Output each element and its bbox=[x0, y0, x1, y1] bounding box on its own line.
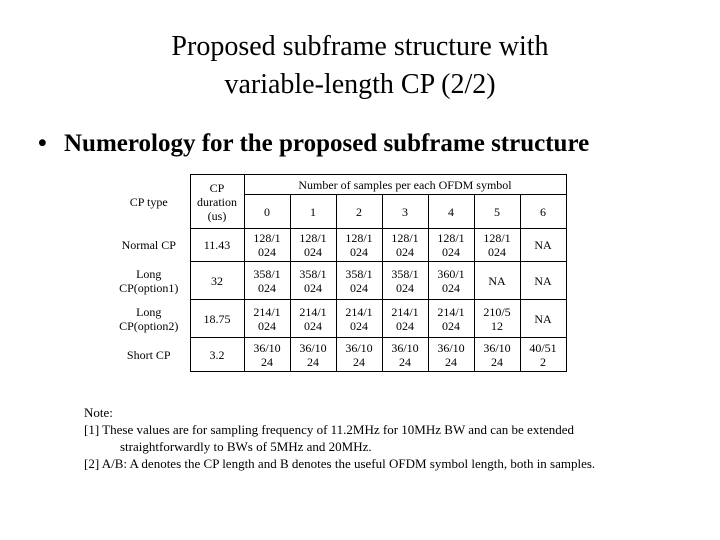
bullet-icon: • bbox=[38, 130, 47, 157]
cp-type-cell bbox=[108, 338, 190, 372]
table-row bbox=[108, 229, 566, 262]
cp-duration-cell: 11.43 bbox=[190, 229, 244, 262]
header-symbol-0: 0 bbox=[244, 195, 290, 229]
sample-cell bbox=[428, 300, 474, 338]
sample-cell bbox=[244, 262, 290, 300]
sample-cell-line: NA bbox=[534, 238, 552, 252]
sample-cell-line: 024 bbox=[396, 245, 414, 259]
sample-cell-line: 214/1 bbox=[391, 304, 419, 319]
sample-cell-line: 024 bbox=[350, 245, 368, 259]
sample-cell-line: 24 bbox=[261, 354, 273, 369]
header-symbol-5: 5 bbox=[474, 195, 520, 229]
sample-cell bbox=[336, 229, 382, 262]
note-2: [2] A/B: A denotes the CP length and B denotes the useful OFDM symbol length, both in samples. bbox=[84, 456, 596, 471]
sample-cell-line: 024 bbox=[442, 280, 460, 295]
numerology-table bbox=[108, 174, 567, 372]
header-symbol-1: 1 bbox=[290, 195, 336, 229]
sample-cell-line: 214/1 bbox=[299, 304, 327, 319]
sample-cell bbox=[382, 229, 428, 262]
cp-type-line: Short CP bbox=[126, 347, 171, 362]
sample-cell-line: 024 bbox=[258, 318, 276, 333]
sample-cell-line: 36/10 bbox=[299, 340, 327, 355]
sample-cell bbox=[428, 262, 474, 300]
cp-type-line: CP(option2) bbox=[119, 318, 179, 333]
sample-cell-line: 214/1 bbox=[253, 304, 281, 319]
cp-type-line: Long bbox=[136, 304, 162, 319]
bullet-point bbox=[38, 130, 589, 158]
cp-type-cell bbox=[108, 300, 190, 338]
sample-cell bbox=[520, 300, 566, 338]
sample-cell-line: 358/1 bbox=[345, 266, 373, 281]
sample-cell bbox=[336, 262, 382, 300]
header-cp-duration-line: CP bbox=[209, 180, 225, 195]
header-samples-group: Number of samples per each OFDM symbol bbox=[244, 175, 566, 195]
sample-cell-line: 214/1 bbox=[437, 304, 465, 319]
table-row bbox=[108, 300, 566, 338]
sample-cell bbox=[428, 338, 474, 372]
sample-cell-line: 024 bbox=[304, 318, 322, 333]
sample-cell-line: 210/5 bbox=[483, 304, 511, 319]
header-symbol-4: 4 bbox=[428, 195, 474, 229]
sample-cell bbox=[382, 262, 428, 300]
sample-cell-line: 36/10 bbox=[345, 340, 373, 355]
sample-cell bbox=[336, 300, 382, 338]
sample-cell bbox=[290, 229, 336, 262]
sample-cell-line: 36/10 bbox=[437, 340, 465, 355]
sample-cell bbox=[520, 338, 566, 372]
sample-cell-line: 214/1 bbox=[345, 304, 373, 319]
sample-cell-line: 36/10 bbox=[253, 340, 281, 355]
note-block bbox=[84, 404, 595, 472]
sample-cell-line: 024 bbox=[396, 318, 414, 333]
sample-cell bbox=[336, 338, 382, 372]
bullet-text: Numerology for the proposed subframe structure bbox=[64, 130, 590, 157]
sample-cell bbox=[474, 300, 520, 338]
header-cp-duration bbox=[190, 175, 244, 229]
sample-cell-line: 128/1 bbox=[253, 231, 281, 245]
sample-cell-line: 024 bbox=[442, 245, 460, 259]
sample-cell-line: 12 bbox=[491, 318, 503, 333]
sample-cell bbox=[290, 262, 336, 300]
header-symbol-3: 3 bbox=[382, 195, 428, 229]
sample-cell bbox=[382, 338, 428, 372]
sample-cell bbox=[520, 229, 566, 262]
header-cp-duration-line: duration bbox=[197, 194, 237, 209]
sample-cell-line: 024 bbox=[396, 280, 414, 295]
sample-cell-line: 36/10 bbox=[391, 340, 419, 355]
sample-cell-line: 024 bbox=[258, 245, 276, 259]
cp-type-cell bbox=[108, 262, 190, 300]
sample-cell-line: 024 bbox=[350, 280, 368, 295]
sample-cell-line: 128/1 bbox=[391, 231, 419, 245]
cp-type-line: Long bbox=[136, 266, 162, 281]
sample-cell bbox=[290, 300, 336, 338]
sample-cell bbox=[428, 229, 474, 262]
note-1-continued: straightforwardly to BWs of 5MHz and 20MHz. bbox=[120, 439, 372, 454]
cp-type-cell bbox=[108, 229, 190, 262]
sample-cell-line: 360/1 bbox=[437, 266, 465, 281]
slide-title-line-1: Proposed subframe structure with bbox=[171, 31, 549, 62]
sample-cell-line: 024 bbox=[442, 318, 460, 333]
sample-cell-line: 024 bbox=[304, 280, 322, 295]
sample-cell-line: 024 bbox=[304, 245, 322, 259]
sample-cell-line: 024 bbox=[258, 280, 276, 295]
cp-duration-cell: 18.75 bbox=[190, 300, 244, 338]
sample-cell bbox=[520, 262, 566, 300]
cp-type-line: CP(option1) bbox=[119, 280, 179, 295]
slide-title bbox=[0, 28, 720, 104]
sample-cell-line: 40/51 bbox=[529, 340, 557, 355]
sample-cell-line: 358/1 bbox=[253, 266, 281, 281]
cp-duration-cell: 32 bbox=[190, 262, 244, 300]
sample-cell-line: 024 bbox=[488, 245, 506, 259]
sample-cell-line: 128/1 bbox=[299, 231, 327, 245]
sample-cell-line: 024 bbox=[350, 318, 368, 333]
sample-cell-line: 24 bbox=[445, 354, 457, 369]
cp-type-line: Normal CP bbox=[121, 238, 176, 252]
header-cp-duration-line: (us) bbox=[207, 208, 227, 223]
sample-cell-line: 128/1 bbox=[437, 231, 465, 245]
sample-cell-line: NA bbox=[534, 273, 552, 288]
sample-cell-line: 36/10 bbox=[483, 340, 511, 355]
sample-cell bbox=[290, 338, 336, 372]
note-heading: Note: bbox=[84, 405, 113, 420]
sample-cell bbox=[474, 262, 520, 300]
slide-title-line-2: variable-length CP (2/2) bbox=[224, 69, 496, 100]
sample-cell-line: NA bbox=[534, 311, 552, 326]
sample-cell bbox=[244, 229, 290, 262]
sample-cell-line: 128/1 bbox=[483, 231, 511, 245]
sample-cell bbox=[244, 300, 290, 338]
sample-cell-line: 24 bbox=[491, 354, 503, 369]
sample-cell-line: 24 bbox=[353, 354, 365, 369]
sample-cell bbox=[244, 338, 290, 372]
cp-duration-cell: 3.2 bbox=[190, 338, 244, 372]
sample-cell-line: 128/1 bbox=[345, 231, 373, 245]
sample-cell bbox=[474, 338, 520, 372]
sample-cell bbox=[474, 229, 520, 262]
header-symbol-2: 2 bbox=[336, 195, 382, 229]
sample-cell-line: NA bbox=[488, 273, 506, 288]
sample-cell-line: 358/1 bbox=[299, 266, 327, 281]
header-symbol-6: 6 bbox=[520, 195, 566, 229]
note-1: [1] These values are for sampling frequency of 11.2MHz for 10MHz BW and can be extended bbox=[84, 422, 574, 437]
sample-cell-line: 2 bbox=[540, 354, 546, 369]
sample-cell bbox=[382, 300, 428, 338]
sample-cell-line: 24 bbox=[307, 354, 319, 369]
header-cp-type: CP type bbox=[129, 194, 168, 209]
sample-cell-line: 24 bbox=[399, 354, 411, 369]
sample-cell-line: 358/1 bbox=[391, 266, 419, 281]
table-row bbox=[108, 338, 566, 372]
table-row bbox=[108, 262, 566, 300]
